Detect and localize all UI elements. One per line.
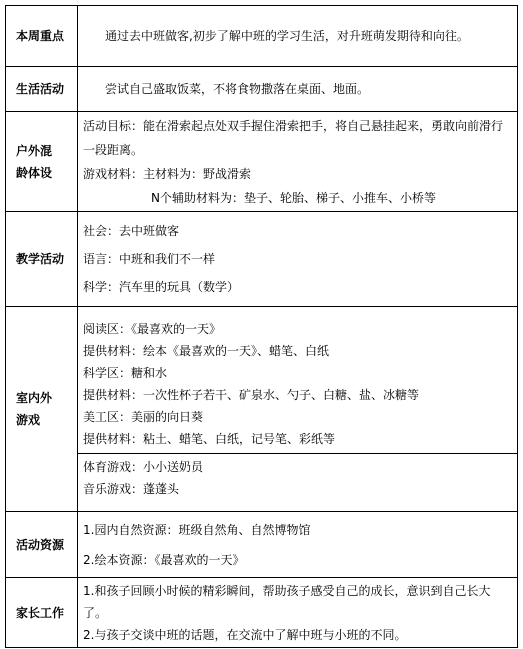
table-row <box>6 212 518 307</box>
row-content <box>78 212 518 307</box>
row-content <box>78 6 518 67</box>
content-line: 1.和孩子回顾小时候的精彩瞬间，帮助孩子感受自己的成长，意识到自己长大了。 <box>83 583 491 620</box>
content-line: 提供材料：绘本《最喜欢的一天》、蜡笔、白纸 <box>83 344 330 358</box>
heading-line: 户外混 <box>16 143 53 158</box>
row-content <box>78 112 518 212</box>
content-line: 2.绘本资源：《最喜欢的一天》 <box>83 552 245 567</box>
heading-line: 龄体设 <box>16 165 53 180</box>
content-line: 音乐游戏：蓬蓬头 <box>83 482 180 496</box>
row-content <box>78 307 518 512</box>
row-heading-weekly-focus: 本周重点 <box>6 6 78 67</box>
weekly-plan-table <box>5 5 518 648</box>
content-line: 游戏材料：主材料为：野战滑索 <box>83 166 252 181</box>
table-row <box>6 112 518 212</box>
content-line: 1.园内自然资源：班级自然角、自然博物馆 <box>83 522 311 537</box>
content-line: 提供材料：粘土、蜡笔、白纸，记号笔、彩纸等 <box>83 432 336 446</box>
content-line: 语言：中班和我们不一样 <box>83 252 216 266</box>
row-content <box>78 67 518 112</box>
content-line: 科学：汽车里的玩具（数学） <box>83 280 240 294</box>
content-line: 提供材料：一次性杯子若干、矿泉水、勺子、白糖、盐、冰糖等 <box>83 388 420 402</box>
table-row <box>6 6 518 67</box>
table-row <box>6 67 518 112</box>
row-heading-teaching: 教学活动 <box>6 212 78 307</box>
content-line: 阅读区：《最喜欢的一天》 <box>83 322 222 336</box>
content-line: 美工区：美丽的向日葵 <box>83 410 204 424</box>
content-line: 通过去中班做客,初步了解中班的学习生活，对升班萌发期待和向往。 <box>105 29 469 43</box>
content-line: 活动目标：能在滑索起点处双手握住滑索把手，将自己悬挂起来，勇敢向前滑行一段距离。 <box>83 118 504 157</box>
heading-line: 室内外 <box>16 391 53 405</box>
row-heading-parents: 家长工作 <box>6 578 78 648</box>
table-row <box>6 307 518 512</box>
table-row <box>6 512 518 578</box>
heading-line: 游戏 <box>16 413 41 427</box>
table-row <box>6 578 518 648</box>
row-content <box>78 578 518 648</box>
content-line: 社会：去中班做客 <box>83 224 180 238</box>
content-line: 体育游戏：小小送奶员 <box>83 460 204 474</box>
content-line: 2.与孩子交谈中班的话题，在交流中了解中班与小班的不同。 <box>83 627 407 642</box>
row-heading-outdoor <box>6 112 78 212</box>
row-heading-daily-life: 生活活动 <box>6 67 78 112</box>
content-line: 尝试自己盛取饭菜，不将食物撒落在桌面、地面。 <box>105 82 370 96</box>
row-content <box>78 512 518 578</box>
row-heading-games <box>6 307 78 512</box>
row-heading-resources: 活动资源 <box>6 512 78 578</box>
content-line: 科学区：糖和水 <box>83 366 168 380</box>
content-line: N个辅助材料为：垫子、轮胎、梯子、小推车、小桥等 <box>151 190 436 205</box>
